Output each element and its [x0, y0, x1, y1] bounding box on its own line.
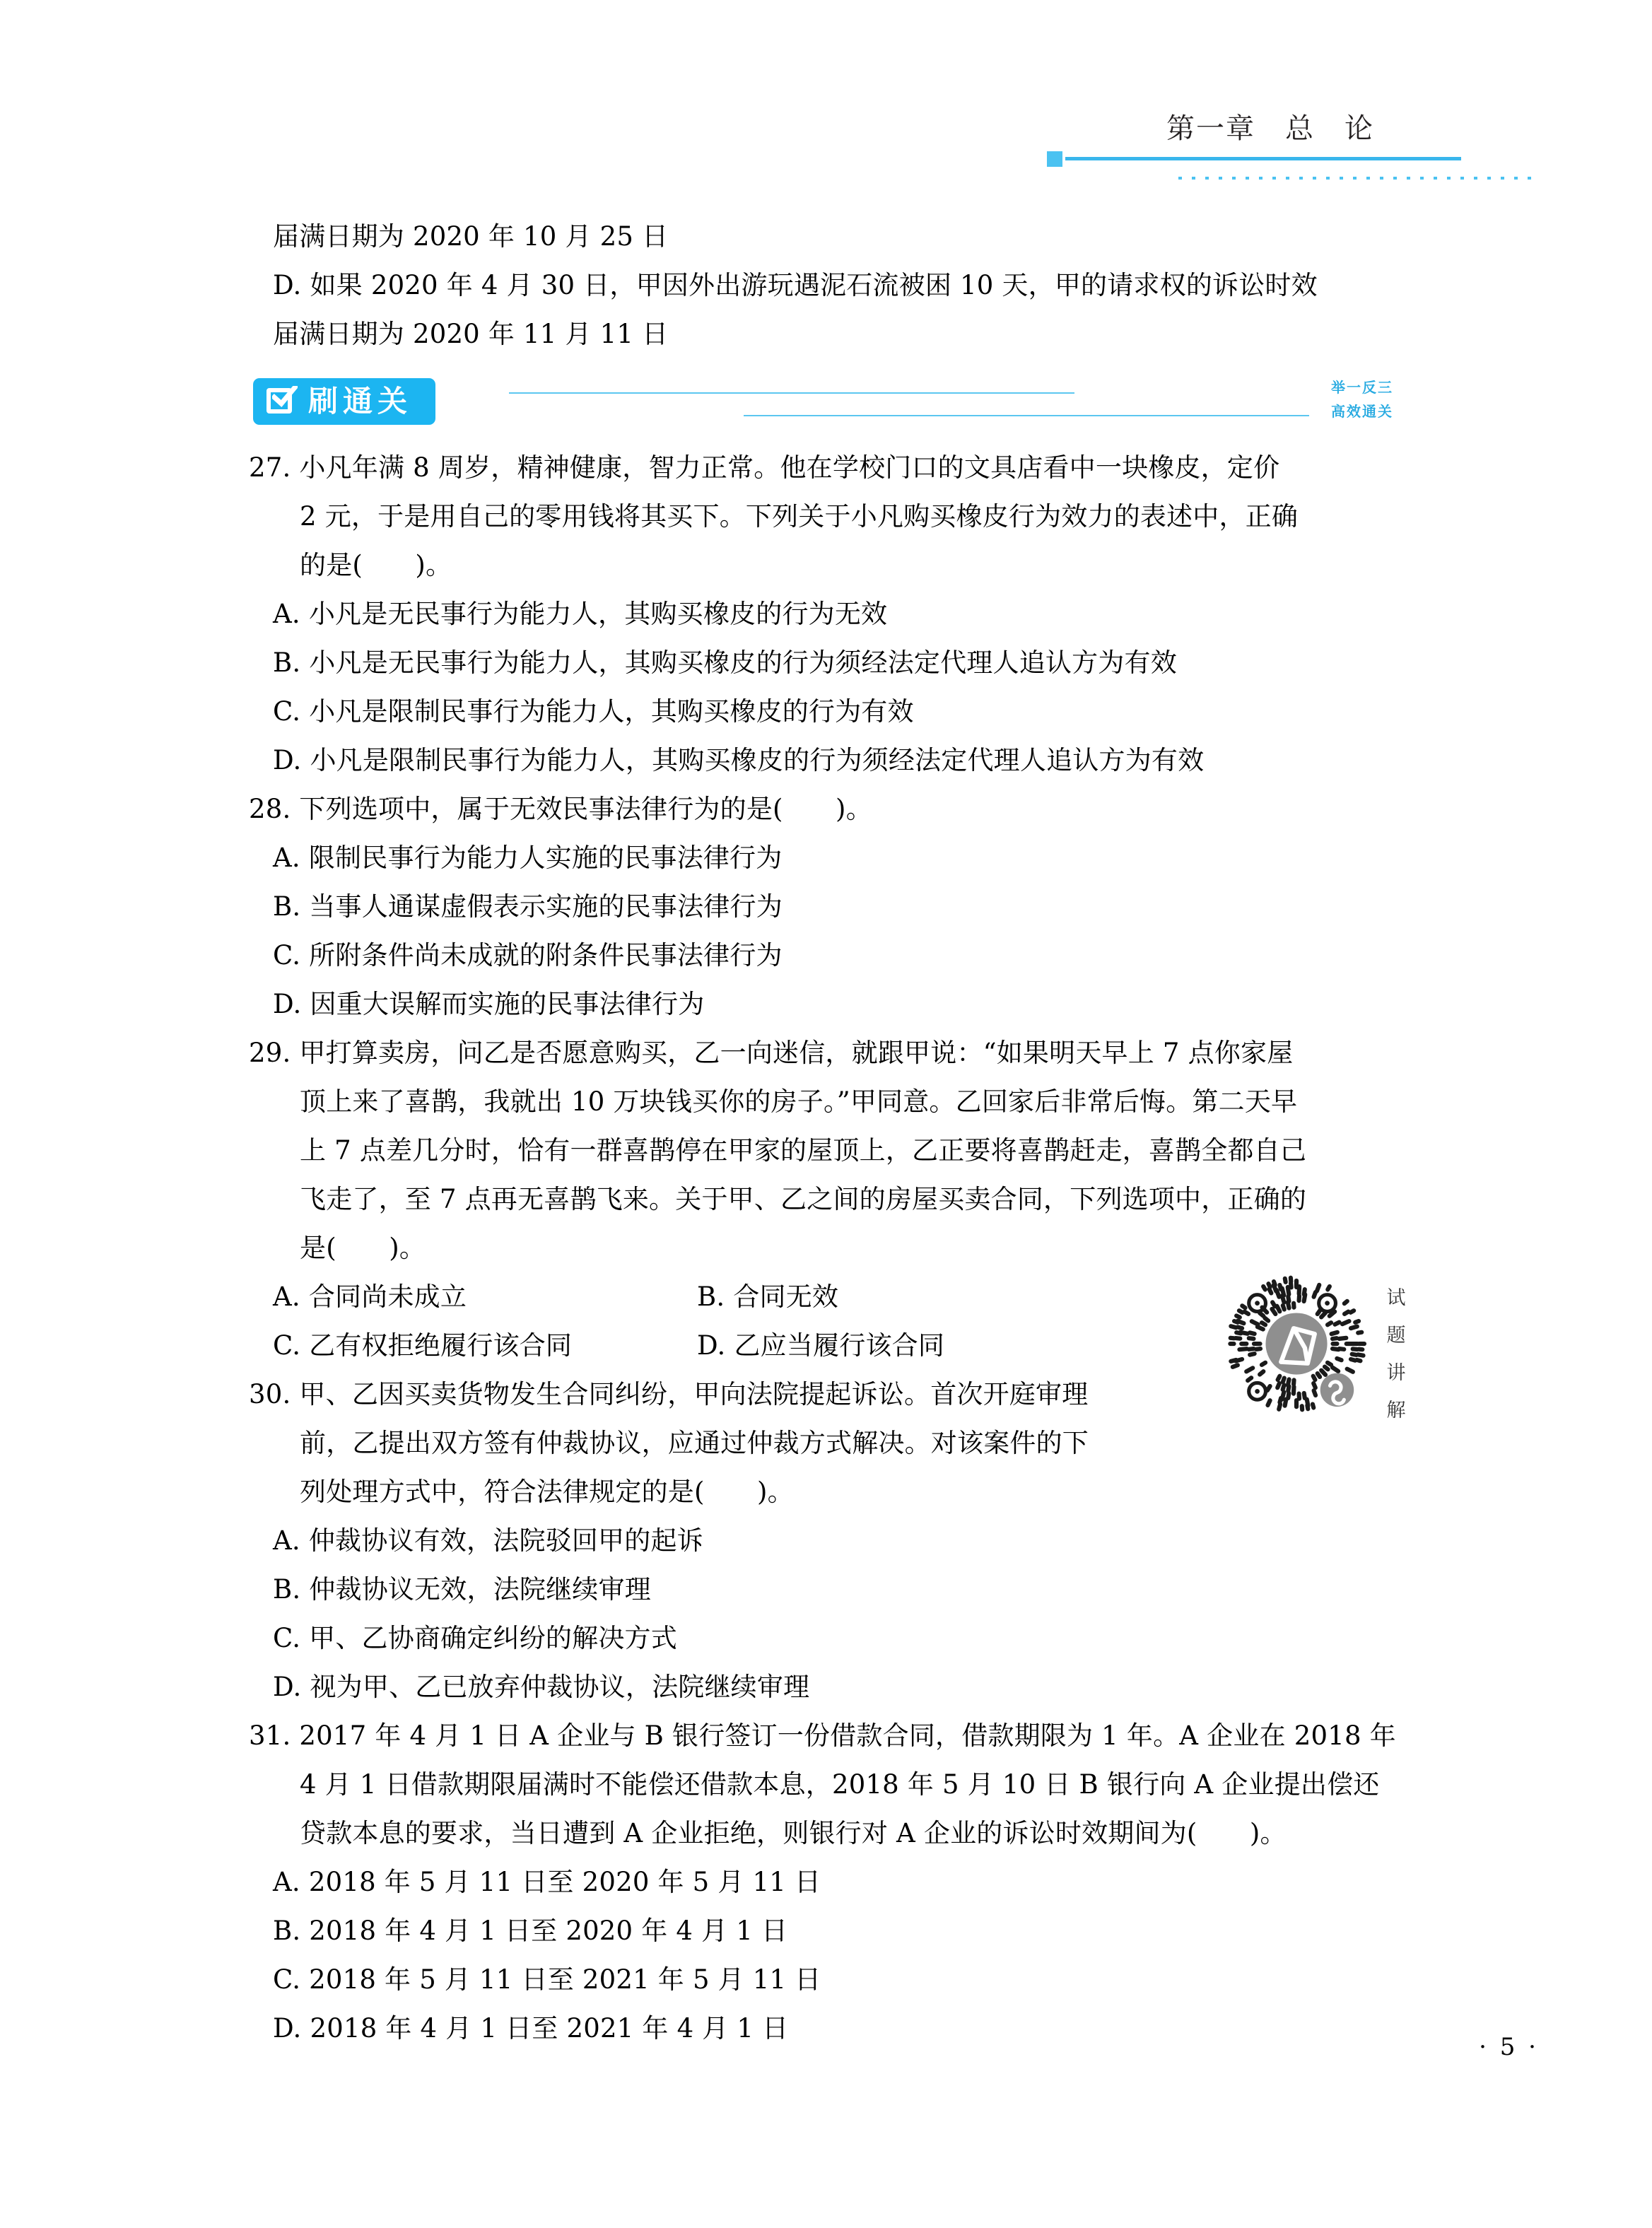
question-option[interactable]: A. 仲裁协议有效，法院驳回甲的起诉 — [273, 1525, 703, 1556]
question-option[interactable]: B. 合同无效 — [697, 1282, 839, 1312]
question-number: 27. — [249, 452, 291, 483]
question-option[interactable]: B. 2018 年 4 月 1 日至 2020 年 4 月 1 日 — [273, 1916, 788, 1946]
question-stem-line — [249, 1028, 1422, 1077]
question-option[interactable]: A. 小凡是无民事行为能力人，其购买橡皮的行为无效 — [273, 599, 888, 629]
question-stem-line — [249, 1711, 1422, 1760]
question-stem-line: 上 7 点差几分时，恰有一群喜鹊停在甲家的屋顶上，乙正要将喜鹊赶走，喜鹊全都自己 — [300, 1135, 1307, 1166]
header-dotted-rule — [1178, 177, 1539, 180]
question-option[interactable]: D. 小凡是限制民事行为能力人，其购买橡皮的行为须经法定代理人追认方为有效 — [273, 745, 1205, 775]
qr-caption-char: 题 — [1386, 1325, 1406, 1347]
chapter-title: 第一章 总 论 — [1166, 112, 1374, 145]
question-option[interactable]: A. 限制民事行为能力人实施的民事法律行为 — [273, 843, 783, 873]
banner-decor-line-top — [509, 392, 1074, 394]
page-body — [249, 212, 1422, 2053]
qr-caption-char: 讲 — [1386, 1362, 1406, 1384]
question-31 — [249, 1711, 1422, 2053]
page-number: · 5 · — [1479, 2033, 1539, 2061]
qr-caption — [1379, 1279, 1413, 1429]
continuation-line: 届满日期为 2020 年 10 月 25 日 — [273, 221, 669, 252]
question-27 — [249, 443, 1422, 785]
checkbox-check-icon — [266, 385, 298, 418]
question-stem-line: 贷款本息的要求，当日遭到 A 企业拒绝，则银行对 A 企业的诉讼时效期间为( )。 — [300, 1818, 1287, 1848]
section-banner — [249, 368, 1422, 436]
question-option[interactable]: A. 2018 年 5 月 11 日至 2020 年 5 月 11 日 — [273, 1867, 821, 1897]
question-option[interactable]: D. 视为甲、乙已放弃仲裁协议，法院继续审理 — [273, 1672, 810, 1702]
running-header — [0, 106, 1652, 198]
question-option[interactable]: B. 当事人通谋虚假表示实施的民事法律行为 — [273, 891, 783, 922]
question-stem-line: 列处理方式中，符合法律规定的是( )。 — [300, 1477, 794, 1507]
section-banner-badge — [253, 378, 435, 425]
question-stem-text: 2017 年 4 月 1 日 A 企业与 B 银行签订一份借款合同，借款期限为 1 年。A 企业在 2018 年 — [299, 1720, 1396, 1751]
question-option[interactable]: A. 合同尚未成立 — [273, 1282, 467, 1312]
banner-slogan-line2: 高效通关 — [1331, 403, 1393, 420]
question-28 — [249, 785, 1422, 1028]
question-stem-line: 2 元，于是用自己的零用钱将其买下。下列关于小凡购买橡皮行为效力的表述中，正确 — [300, 501, 1299, 532]
question-option[interactable]: C. 乙有权拒绝履行该合同 — [273, 1330, 573, 1361]
question-option[interactable]: B. 仲裁协议无效，法院继续审理 — [273, 1574, 651, 1605]
question-option[interactable]: C. 小凡是限制民事行为能力人，其购买橡皮的行为有效 — [273, 696, 914, 727]
question-option[interactable]: D. 2018 年 4 月 1 日至 2021 年 4 月 1 日 — [273, 2013, 789, 2044]
question-number: 31. — [249, 1720, 291, 1751]
qr-caption-char: 解 — [1386, 1400, 1406, 1421]
running-header-inner — [1002, 106, 1539, 198]
question-stem-text: 下列选项中，属于无效民事法律行为的是( )。 — [299, 794, 872, 824]
question-option[interactable]: D. 因重大误解而实施的民事法律行为 — [273, 989, 705, 1019]
header-rule — [1065, 157, 1461, 160]
question-stem-line: 前，乙提出双方签有仲裁协议，应通过仲裁方式解决。对该案件的下 — [300, 1428, 1089, 1458]
question-option[interactable]: C. 2018 年 5 月 11 日至 2021 年 5 月 11 日 — [273, 1964, 821, 1995]
banner-decor-line-bottom — [744, 415, 1309, 416]
question-option[interactable]: C. 甲、乙协商确定纠纷的解决方式 — [273, 1623, 677, 1653]
question-stem-text: 甲、乙因买卖货物发生合同纠纷，甲向法院提起诉讼。首次开庭审理 — [299, 1379, 1089, 1409]
question-stem-line: 是( )。 — [300, 1233, 426, 1263]
banner-slogan — [1302, 375, 1422, 423]
question-option[interactable]: D. 乙应当履行该合同 — [697, 1330, 945, 1361]
header-accent-square — [1047, 151, 1062, 167]
continuation-block — [249, 212, 1422, 358]
question-stem-line — [249, 443, 1422, 492]
continuation-line: D. 如果 2020 年 4 月 30 日，甲因外出游玩遇泥石流被困 10 天，甲的请求权的诉讼时效 — [273, 270, 1318, 300]
banner-slogan-line1: 举一反三 — [1331, 379, 1393, 396]
question-stem-line — [249, 785, 1422, 833]
question-stem-text: 小凡年满 8 周岁，精神健康，智力正常。他在学校门口的文具店看中一块橡皮，定价 — [299, 452, 1280, 483]
question-number: 30. — [249, 1379, 291, 1409]
qr-caption-char: 试 — [1386, 1287, 1406, 1309]
question-option[interactable]: C. 所附条件尚未成就的附条件民事法律行为 — [273, 940, 783, 971]
question-stem-text: 甲打算卖房，问乙是否愿意购买，乙一向迷信，就跟甲说：“如果明天早上 7 点你家屋 — [299, 1038, 1294, 1068]
question-stem-line: 顶上来了喜鹊，我就出 10 万块钱买你的房子。”甲同意。乙回家后非常后悔。第二天早 — [300, 1086, 1298, 1117]
question-stem-line: 的是( )。 — [300, 550, 452, 580]
wechat-miniprogram-qr-code-icon[interactable] — [1228, 1275, 1368, 1415]
qr-code-block — [1228, 1275, 1419, 1438]
section-banner-label: 刷通关 — [308, 384, 413, 418]
continuation-line: 届满日期为 2020 年 11 月 11 日 — [273, 319, 669, 349]
question-stem-line: 飞走了，至 7 点再无喜鹊飞来。关于甲、乙之间的房屋买卖合同，下列选项中，正确的 — [300, 1184, 1307, 1214]
question-number: 29. — [249, 1038, 291, 1068]
question-stem-line: 4 月 1 日借款期限届满时不能偿还借款本息，2018 年 5 月 10 日 B 银行向 A 企业提出偿还 — [300, 1769, 1380, 1800]
question-number: 28. — [249, 794, 291, 824]
question-option[interactable]: B. 小凡是无民事行为能力人，其购买橡皮的行为须经法定代理人追认方为有效 — [273, 647, 1177, 678]
